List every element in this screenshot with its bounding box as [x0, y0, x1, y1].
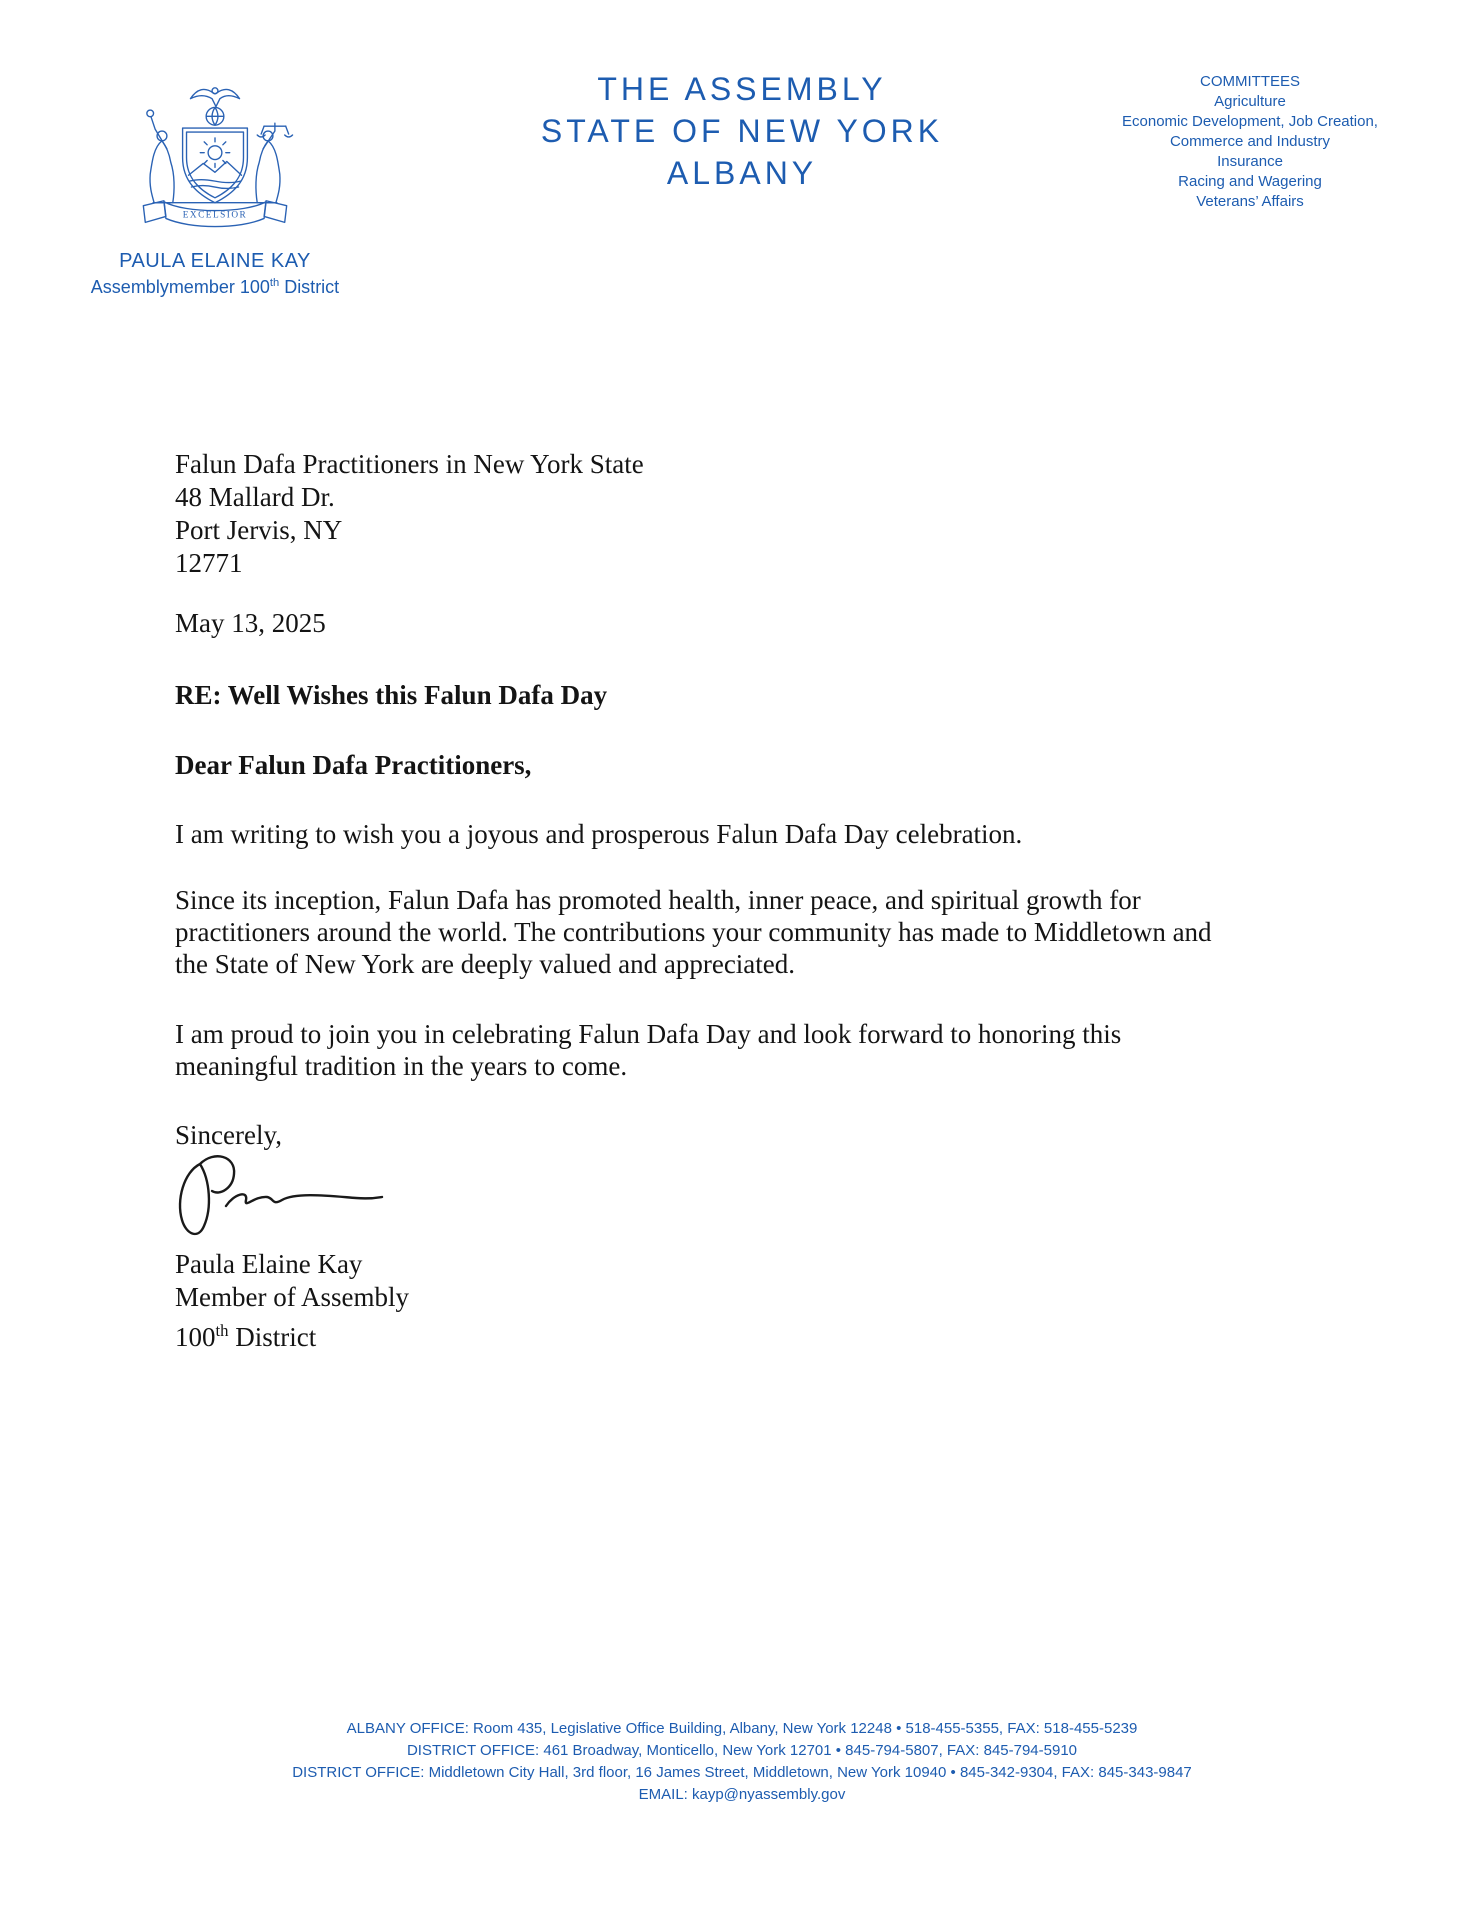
committee-item: Agriculture [1214, 93, 1286, 110]
committee-item: Veterans’ Affairs [1196, 193, 1304, 210]
seal-motto-text: EXCELSIOR [182, 210, 248, 221]
signer-name: Paula Elaine Kay [175, 1249, 363, 1279]
assembly-header-line3: ALBANY [666, 155, 818, 191]
recipient-address [175, 448, 644, 580]
closing: Sincerely, [175, 1120, 282, 1150]
committee-item: Commerce and Industry [1169, 133, 1331, 150]
footer-office-line: DISTRICT OFFICE: Middletown City Hall, 3rd floor, 16 James Street, Middletown, New York 10940 • 845-342-9304, FAX: 845-343-9847 [292, 1764, 1192, 1781]
paragraph-line: I am writing to wish you a joyous and prosperous Falun Dafa Day celebration. [175, 819, 1023, 849]
body-paragraph [175, 884, 1212, 980]
committees-block [1082, 72, 1418, 212]
signer-district-suffix: District [228, 1322, 317, 1352]
recipient-address-line: 12771 [175, 548, 243, 578]
signer-district-number: 100 [175, 1322, 216, 1352]
paragraph-line: meaningful tradition in the years to come. [175, 1051, 628, 1081]
footer-contact-block [0, 1718, 1484, 1806]
paragraph-line: the State of New York are deeply valued and appreciated. [175, 949, 796, 979]
assembly-header-line1: THE ASSEMBLY [597, 71, 887, 107]
member-title-prefix: Assemblymember 100 [90, 277, 270, 297]
member-title [85, 277, 345, 298]
signature-image [170, 1148, 410, 1253]
assembly-header-line2: STATE OF NEW YORK [540, 113, 944, 149]
footer-email-line: EMAIL: kayp@nyassembly.gov [638, 1786, 846, 1803]
salutation: Dear Falun Dafa Practitioners, [175, 750, 532, 780]
recipient-address-line: Port Jervis, NY [175, 515, 343, 545]
paragraph-line: Since its inception, Falun Dafa has promoted health, inner peace, and spiritual growth for [175, 885, 1141, 915]
recipient-address-line: 48 Mallard Dr. [175, 482, 335, 512]
member-title-suffix: District [279, 277, 340, 297]
handwritten-signature-icon [170, 1148, 410, 1248]
footer-office-line: DISTRICT OFFICE: 461 Broadway, Monticello, New York 12701 • 845-794-5807, FAX: 845-794-5910 [406, 1742, 1078, 1759]
date-line: May 13, 2025 [175, 608, 326, 638]
body-paragraph [175, 1018, 1121, 1082]
footer-office-line: ALBANY OFFICE: Room 435, Legislative Office Building, Albany, New York 12248 • 518-455-5355, FAX: 518-455-5239 [346, 1720, 1138, 1737]
signature-block [175, 1248, 409, 1354]
committee-item: Insurance [1217, 153, 1283, 170]
member-name: PAULA ELAINE KAY [119, 250, 311, 272]
signer-title: Member of Assembly [175, 1282, 409, 1312]
signer-district [175, 1314, 409, 1354]
committee-item: Racing and Wagering [1178, 173, 1322, 190]
committee-item: Economic Development, Job Creation, [1122, 113, 1378, 130]
body-paragraph [175, 818, 1022, 850]
paragraph-line: practitioners around the world. The contributions your community has made to Middletown and [175, 917, 1212, 947]
subject-line: RE: Well Wishes this Falun Dafa Day [175, 680, 608, 710]
paragraph-line: I am proud to join you in celebrating Falun Dafa Day and look forward to honoring this [175, 1019, 1122, 1049]
member-title-ordinal: th [269, 277, 280, 289]
committees-heading: COMMITTEES [1200, 73, 1300, 90]
recipient-address-line: Falun Dafa Practitioners in New York State [175, 449, 644, 479]
signer-district-ordinal: th [215, 1321, 229, 1340]
